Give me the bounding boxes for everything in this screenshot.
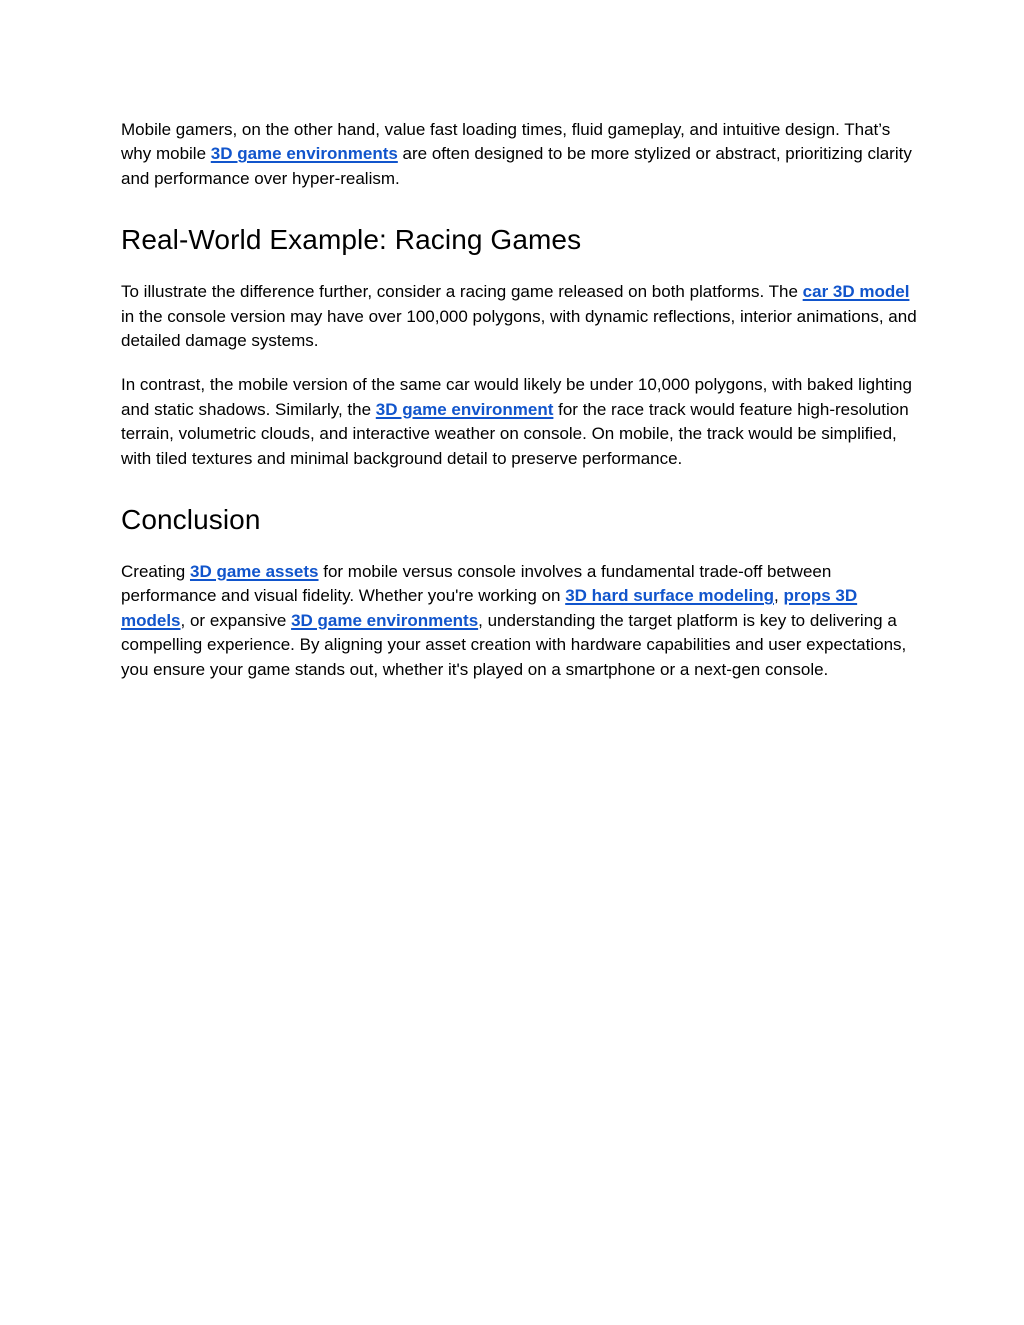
link-3d-game-assets[interactable]: 3D game assets: [189, 562, 319, 582]
document-page: [121, 118, 921, 682]
conclusion-text-3: ,: [773, 586, 784, 606]
conclusion-text-1: Creating: [121, 562, 190, 582]
racing-p2-text-2: for the race track would feature high-resolution terrain, volumetric clouds, and interactive weather on console. On mobile, the track would be simplified, with tiled textures and minimal background detail to preserve performance.: [121, 399, 909, 468]
link-car-3d-model[interactable]: car 3D model: [802, 282, 910, 302]
racing-p2-text-1: In contrast, the mobile version of the same car would likely be under 10,000 polygons, with baked lighting and static shadows. Similarly, the: [121, 375, 912, 419]
link-3d-hard-surface-modeling[interactable]: 3D hard surface modeling: [565, 586, 774, 606]
conclusion-paragraph: [121, 560, 921, 682]
racing-heading: Real-World Example: Racing Games: [121, 224, 582, 256]
racing-paragraph-1: [121, 280, 921, 353]
racing-p1-text-2: in the console version may have over 100,000 polygons, with dynamic reflections, interior animations, and detailed damage systems.: [121, 306, 917, 351]
intro-paragraph: [121, 118, 921, 191]
link-3d-game-environments[interactable]: 3D game environments: [210, 144, 398, 164]
intro-text-2: are often designed to be more stylized or abstract, prioritizing clarity and performance over hyper-realism.: [121, 144, 912, 188]
link-3d-game-environment[interactable]: 3D game environment: [375, 399, 554, 419]
intro-text-1: Mobile gamers, on the other hand, value fast loading times, fluid gameplay, and intuitive design. That’s why mobile: [121, 120, 891, 164]
racing-paragraph-2: [121, 373, 921, 471]
conclusion-heading: Conclusion: [121, 504, 261, 536]
conclusion-text-2: for mobile versus console involves a fundamental trade-off between performance and visual fidelity. Whether you're working on: [121, 562, 832, 606]
link-props-3d-models[interactable]: props 3D models: [121, 586, 858, 630]
conclusion-text-4: , or expansive: [180, 610, 292, 630]
conclusion-text-5: , understanding the target platform is key to delivering a compelling experience. By aligning your asset creation with hardware capabilities and user expectations, you ensure your game stands out, whether it's played on a smartphone or a next-gen console.: [121, 610, 907, 679]
link-3d-game-environments-2[interactable]: 3D game environments: [291, 610, 479, 630]
racing-p1-text-1: To illustrate the difference further, consider a racing game released on both platforms. The: [121, 282, 803, 302]
